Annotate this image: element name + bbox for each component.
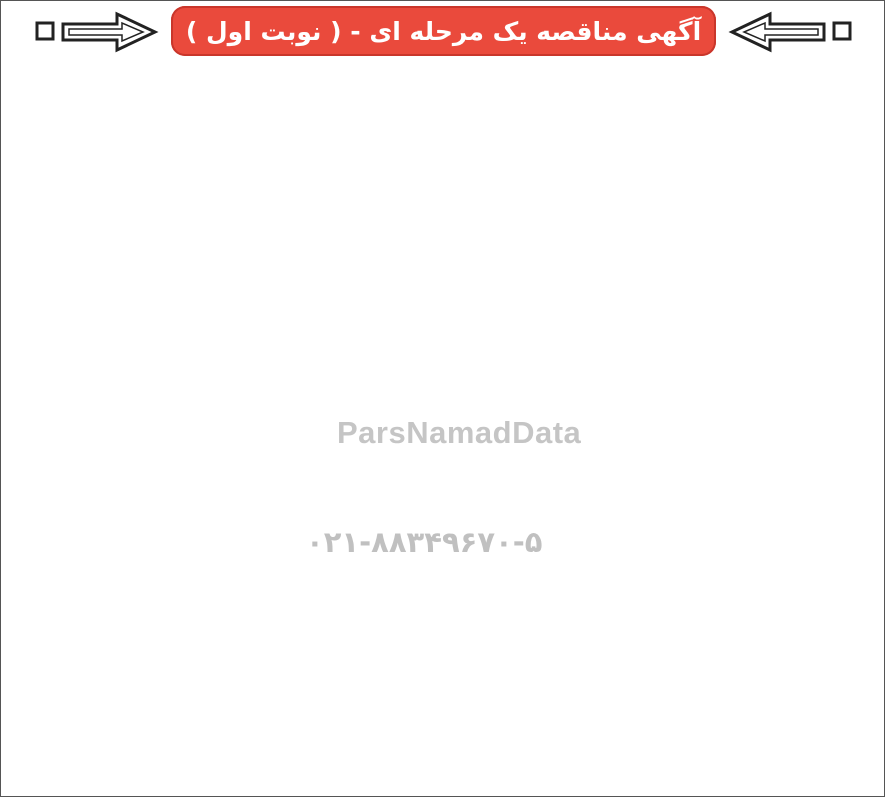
item-4-line-1 — [35, 623, 853, 656]
item-1-line-1 — [35, 425, 853, 458]
item-1-line-4 — [35, 524, 853, 557]
item-1-line-3 — [35, 491, 853, 524]
item-5-line-2 — [35, 722, 853, 755]
envelope-line-3 — [35, 359, 853, 392]
envelope-line-1 — [35, 293, 853, 326]
invitation-line-4 — [35, 260, 853, 293]
item-4-line-2 — [35, 656, 853, 689]
brand-watermark: ParsNamadData — [337, 415, 582, 450]
advertisement-body — [35, 62, 853, 788]
invitation-line-2 — [35, 194, 853, 227]
invitation-line-1 — [35, 161, 853, 194]
right-pointing-arrow-icon — [31, 9, 161, 55]
item-5-line-1 — [35, 689, 853, 722]
item-1-line-2 — [35, 458, 853, 491]
item-2-line-1 — [35, 557, 853, 590]
phone-watermark: ۰۲۱-۸۸۳۴۹۶۷۰-۵ — [306, 525, 543, 559]
intro-line-3 — [35, 128, 853, 161]
envelope-line-2 — [35, 326, 853, 359]
envelope-line-4 — [35, 392, 853, 425]
item-3-line-1 — [35, 590, 853, 623]
item-5-line-3 — [35, 755, 853, 788]
intro-line-1 — [35, 62, 853, 95]
invitation-line-3 — [35, 227, 853, 260]
title-banner — [171, 6, 716, 56]
left-pointing-arrow-icon — [726, 9, 856, 55]
intro-line-2 — [35, 95, 853, 128]
page-title: آگهی مناقصه یک مرحله ای - ( نوبت اول ) — [185, 16, 702, 46]
